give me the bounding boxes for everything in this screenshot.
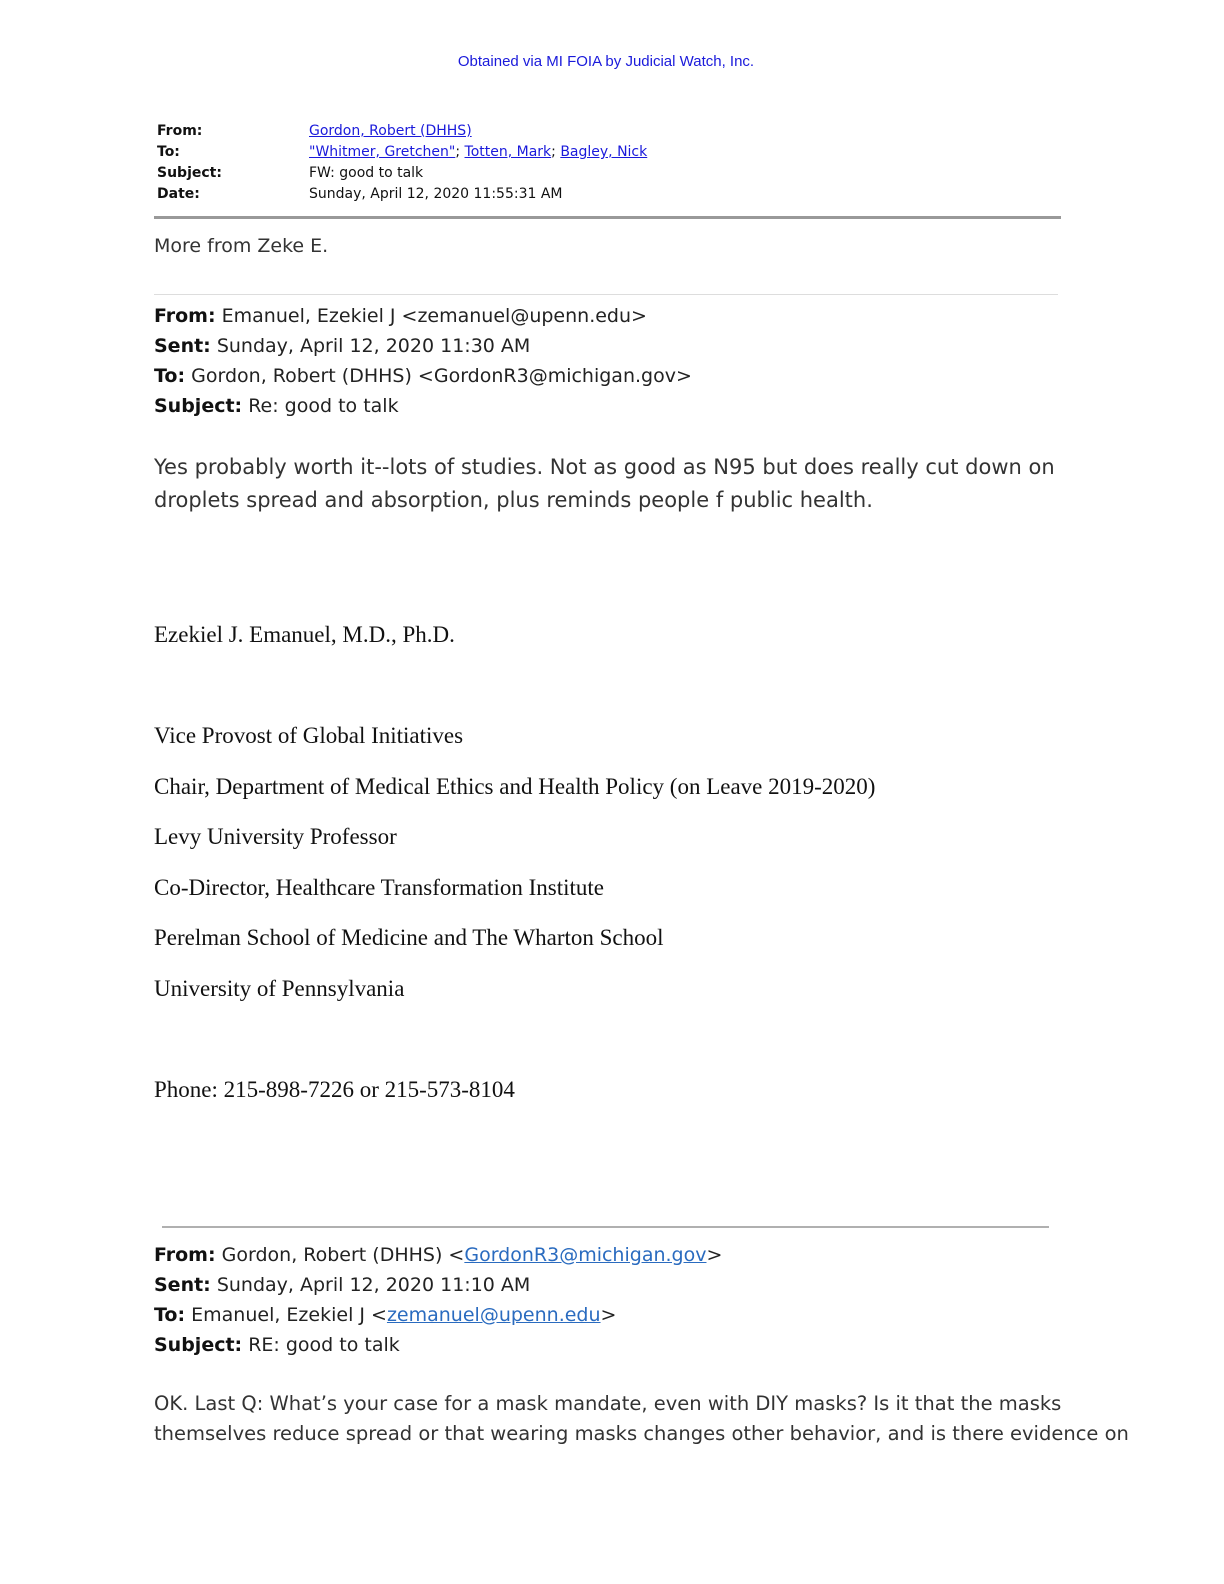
recipient-separator: ;	[551, 144, 556, 160]
recipient-separator: ;	[455, 144, 461, 160]
header-to-label: To:	[157, 144, 180, 160]
message1-sent-label: Sent:	[154, 335, 211, 357]
header-subject-row	[157, 163, 647, 184]
message2-to-row	[154, 1300, 722, 1330]
signature-title-line: Chair, Department of Medical Ethics and Health Policy (on Leave 2019-2020)	[154, 774, 876, 799]
quote-divider	[162, 1226, 1049, 1228]
signature-phone: Phone: 215-898-7226 or 215-573-8104	[154, 1077, 515, 1102]
message2-from-name: Gordon, Robert (DHHS) <	[221, 1244, 465, 1266]
signature-title-line: Perelman School of Medicine and The Wharton School	[154, 925, 664, 950]
email-header	[157, 121, 647, 205]
message2-to-email-link[interactable]: zemanuel@upenn.edu	[386, 1304, 601, 1326]
header-date-row	[157, 184, 647, 205]
message2-from-label: From:	[154, 1244, 216, 1266]
header-from-label: From:	[157, 123, 203, 139]
message1-from-label: From:	[154, 305, 216, 327]
header-subject-label: Subject:	[157, 165, 222, 181]
header-to-row	[157, 142, 647, 163]
message2-to-label: To:	[154, 1304, 186, 1326]
quoted-message-header-1	[154, 301, 692, 421]
message2-body	[154, 1389, 1129, 1449]
message1-subject-label: Subject:	[154, 395, 243, 417]
message2-subject-label: Subject:	[154, 1334, 243, 1356]
message1-sent-row	[154, 331, 692, 361]
header-date-value: Sunday, April 12, 2020 11:55:31 AM	[309, 186, 563, 202]
header-from-row	[157, 121, 647, 142]
signature-title-line: University of Pennsylvania	[154, 976, 405, 1001]
recipient-link-whitmer[interactable]: "Whitmer, Gretchen"	[309, 144, 456, 160]
message1-body	[154, 451, 1055, 517]
message1-to-value: Gordon, Robert (DHHS) <GordonR3@michigan.gov>	[191, 365, 692, 387]
message2-subject-value: RE: good to talk	[248, 1334, 400, 1356]
foia-watermark: Obtained via MI FOIA by Judicial Watch, Inc.	[457, 53, 755, 70]
header-date-label: Date:	[157, 186, 200, 202]
message1-body-line: Yes probably worth it--lots of studies. Not as good as N95 but does really cut down on	[154, 455, 1055, 479]
message1-subject-row	[154, 391, 692, 421]
sender-link[interactable]: Gordon, Robert (DHHS)	[309, 123, 472, 139]
message1-from-row	[154, 301, 692, 331]
message2-body-line: OK. Last Q: What’s your case for a mask mandate, even with DIY masks? Is it that the masks	[154, 1392, 1062, 1415]
message2-body-line: themselves reduce spread or that wearing masks changes other behavior, and is there evidence on	[154, 1422, 1129, 1445]
header-divider	[154, 216, 1061, 219]
message1-subject-value: Re: good to talk	[248, 395, 399, 417]
signature-title-line: Levy University Professor	[154, 824, 397, 849]
message1-sent-value: Sunday, April 12, 2020 11:30 AM	[216, 335, 531, 357]
message1-body-line: droplets spread and absorption, plus reminds people f public health.	[154, 488, 873, 512]
quote-divider	[154, 294, 1058, 295]
message1-to-label: To:	[154, 365, 186, 387]
header-subject-value: FW: good to talk	[309, 165, 424, 181]
message2-sent-value: Sunday, April 12, 2020 11:10 AM	[216, 1274, 531, 1296]
quoted-message-header-2	[154, 1240, 722, 1360]
message2-sent-row	[154, 1270, 722, 1300]
message2-from-close: >	[706, 1244, 723, 1266]
signature-title-line: Vice Provost of Global Initiatives	[154, 723, 464, 748]
message2-from-email-link[interactable]: GordonR3@michigan.gov	[464, 1244, 707, 1266]
recipient-link-totten[interactable]: Totten, Mark	[464, 144, 552, 160]
message2-from-row	[154, 1240, 722, 1270]
message1-from-value: Emanuel, Ezekiel J <zemanuel@upenn.edu>	[221, 305, 647, 327]
forward-note: More from Zeke E.	[154, 235, 329, 257]
signature-name: Ezekiel J. Emanuel, M.D., Ph.D.	[154, 622, 455, 647]
message1-to-row	[154, 361, 692, 391]
message2-to-close: >	[600, 1304, 617, 1326]
message2-sent-label: Sent:	[154, 1274, 211, 1296]
recipient-link-bagley[interactable]: Bagley, Nick	[560, 144, 648, 160]
signature-title-line: Co-Director, Healthcare Transformation Institute	[154, 875, 605, 900]
message2-to-name: Emanuel, Ezekiel J <	[191, 1304, 387, 1326]
message2-subject-row	[154, 1330, 722, 1360]
